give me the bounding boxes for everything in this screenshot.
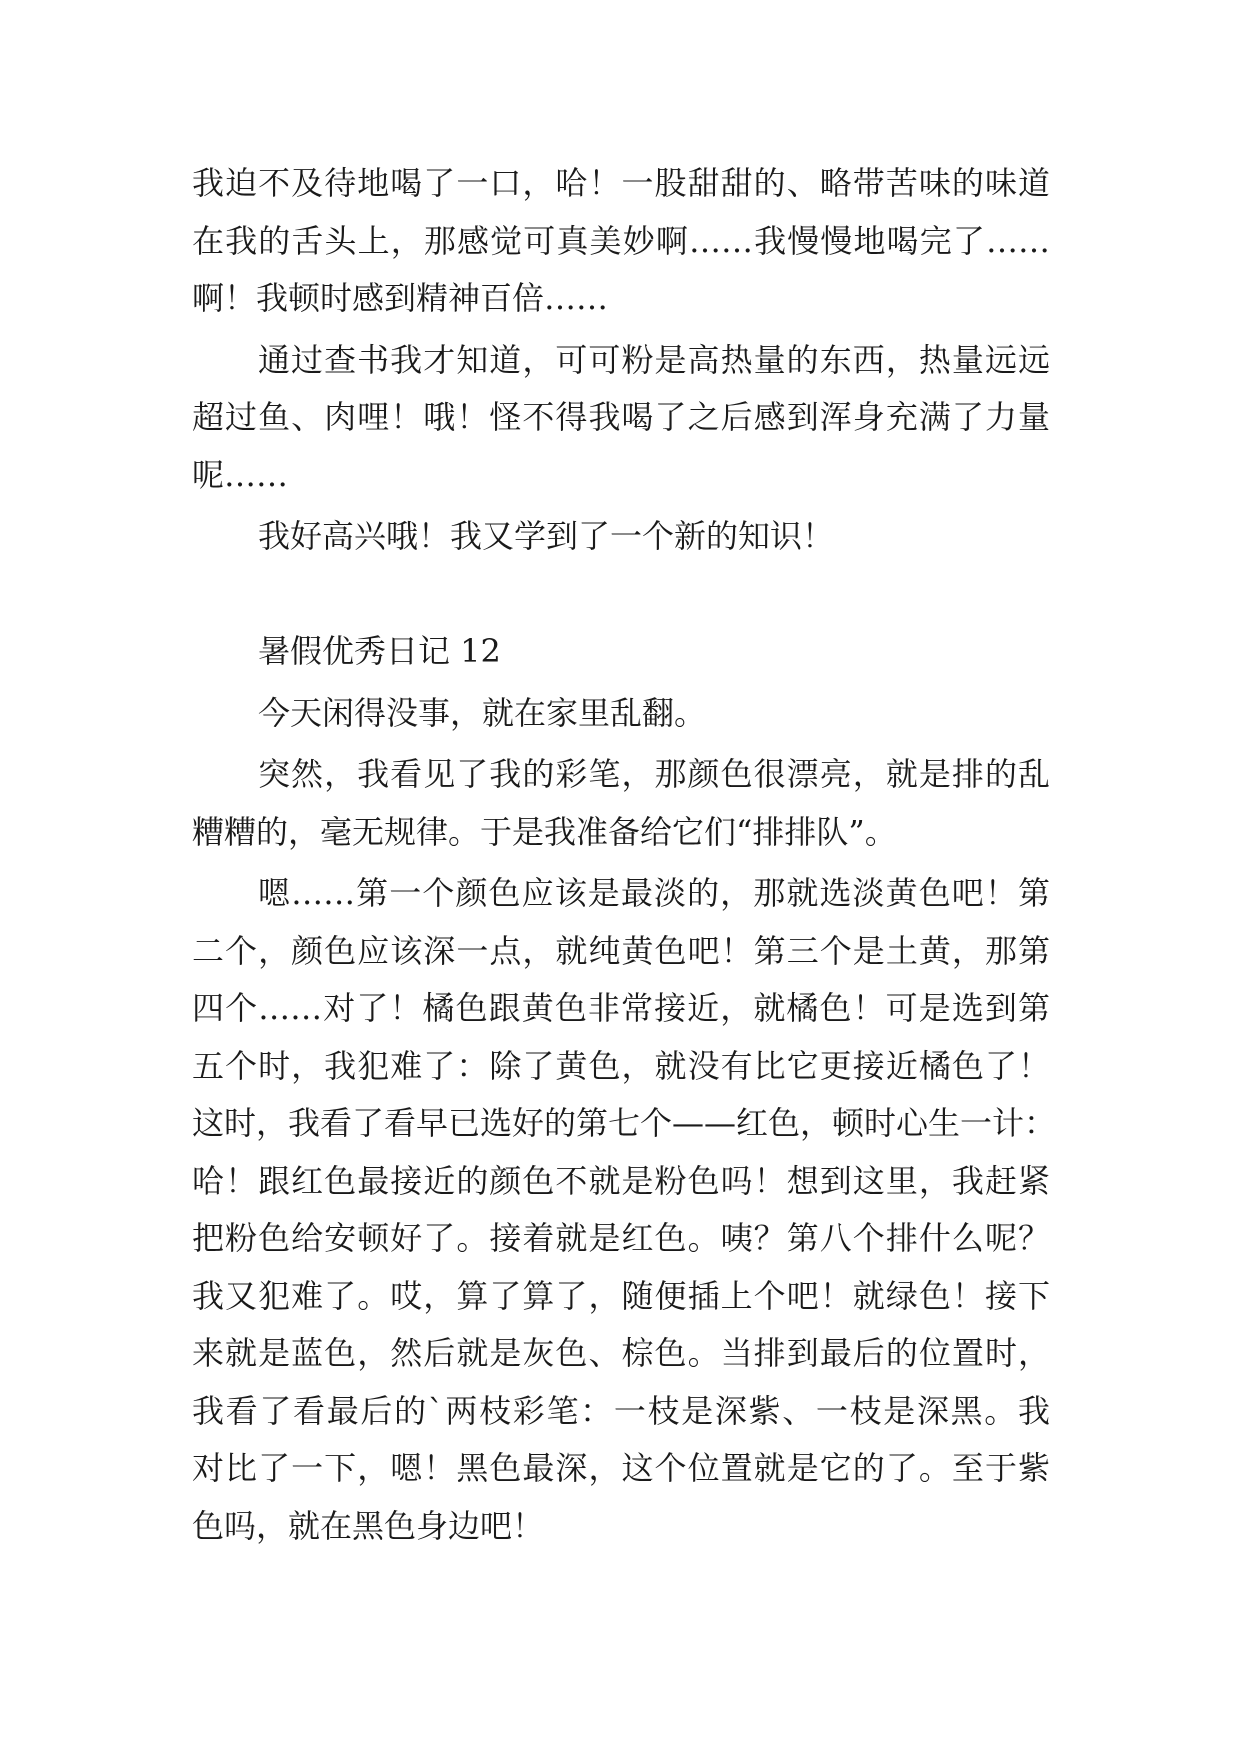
text-line: 我好高兴哦！我又学到了一个新的知识！	[258, 517, 835, 555]
text-line: 这时，我看了看早已选好的第七个——红色，顿时心生一计：	[192, 1104, 1057, 1142]
text-line: 来就是蓝色，然后就是灰色、棕色。当排到最后的位置时，	[192, 1334, 1050, 1372]
text-line: 二个，颜色应该深一点，就纯黄色吧！第三个是土黄，那第	[192, 931, 1050, 970]
text-line: 今天闲得没事，就在家里乱翻。	[258, 693, 707, 732]
paragraph	[192, 685, 1050, 743]
text-line: 超过鱼、肉哩！哦！怪不得我喝了之后感到浑身充满了力量	[192, 398, 1050, 436]
text-line: 对比了一下，嗯！黑色最深，这个位置就是它的了。至于紫	[192, 1449, 1050, 1487]
text-line: 呢……	[192, 455, 289, 494]
blank-line	[192, 566, 1050, 624]
text-line: 糟糟的，毫无规律。于是我准备给它们“排排队”。	[192, 812, 897, 851]
text-line: 在我的舌头上，那感觉可真美妙啊……我慢慢地喝完了……	[192, 221, 1050, 260]
paragraph	[192, 508, 1050, 566]
title-text: 暑假优秀日记 12	[258, 632, 501, 670]
text-line: 突然，我看见了我的彩笔，那颜色很漂亮，就是排的乱	[258, 755, 1050, 793]
text-line: 我迫不及待地喝了一口，哈！一股甜甜的、略带苦味的味道	[192, 164, 1050, 202]
document-body	[192, 155, 1057, 1555]
paragraph	[192, 865, 1057, 1555]
text-line: 五个时，我犯难了：除了黄色，就没有比它更接近橘色了！	[192, 1046, 1050, 1085]
text-line: 通过查书我才知道，可可粉是高热量的东西，热量远远	[258, 340, 1050, 379]
text-line: 四个……对了！橘色跟黄色非常接近，就橘色！可是选到第	[192, 989, 1050, 1027]
paragraph	[192, 746, 1050, 861]
text-line: 哈！跟红色最接近的颜色不就是粉色吗！想到这里，我赶紧	[192, 1161, 1050, 1200]
text-line: 我又犯难了。哎，算了算了，随便插上个吧！就绿色！接下	[192, 1276, 1050, 1315]
text-line: 嗯……第一个颜色应该是最淡的，那就选淡黄色吧！第	[258, 874, 1050, 912]
text-line: 啊！我顿时感到精神百倍……	[192, 279, 609, 317]
text-line: 把粉色给安顿好了。接着就是红色。咦？第八个排什么呢？	[192, 1219, 1050, 1257]
diary-title	[192, 623, 1050, 681]
paragraph	[192, 332, 1050, 505]
text-line: 我看了看最后的`两枝彩笔：一枝是深紫、一枝是深黑。我	[192, 1391, 1050, 1430]
paragraph	[192, 155, 1050, 328]
text-line: 色吗，就在黑色身边吧！	[192, 1506, 545, 1545]
